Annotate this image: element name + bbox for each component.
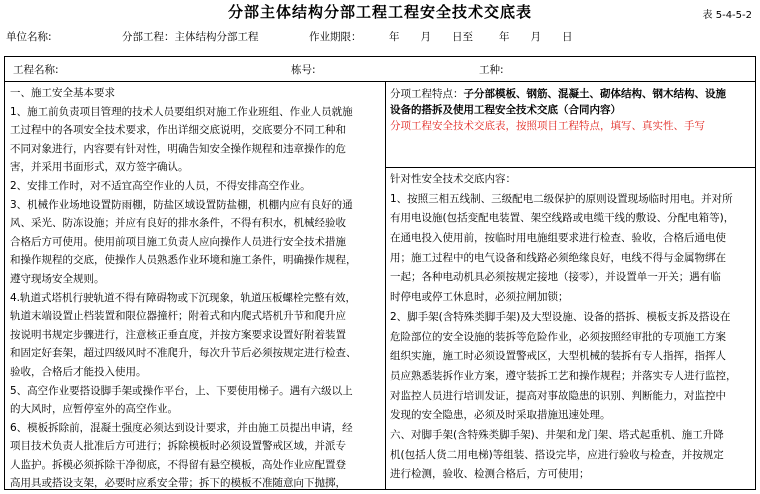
text-line: 针对性安全技术交底内容： [390, 173, 516, 185]
text-line: 危险部位的安全设施的装拆等危险作业，必须按照经审批的专项施工方案 [390, 330, 726, 343]
text-line: 对监控人员进行培训发证，提高对事故隐患的识别、判断能力，对监控中 [390, 389, 726, 402]
text-line: 有用电设施(包括变配电装置、架空线路或电缆干线的敷设、分配电箱等)， [390, 212, 735, 225]
text-line: 合格后方可使用。使用前项目施工负责人应向操作人员进行安全技术措施 [10, 235, 346, 248]
text-line: 和操作规程的交底，使操作人员熟悉作业环境和施工条件，明确操作规程， [10, 254, 357, 267]
features-line-2: 设备的搭拆及使用工程安全技术交底（合同内容） [390, 104, 621, 116]
text-line: 1、按照三相五线制、三级配电二级保护的原则设置现场临时用电。并对所 [390, 192, 733, 205]
project-features [390, 86, 726, 134]
period-label: 作业期限： [309, 31, 362, 43]
text-line: 工过程中的各项安全技术要求，作出详细交底说明，交底要分不同工种和 [10, 124, 346, 137]
text-line: 3、机械作业场地设置防雨棚，防盐区域设置防盐棚，机棚内应有良好的通 [10, 198, 353, 211]
text-line: 人监护。拆模必须拆除干净彻底，不得留有悬空模板，高处作业应配置登 [10, 458, 346, 471]
text-line: 4.轨道式塔机行驶轨道不得有障碍物或下沉现象，轨道压板螺栓完整有效， [10, 291, 357, 304]
text-line: 一起；各种电动机具必须按规定接地（接零），并设置单一开关；遇有临 [390, 271, 721, 284]
features-line-1: 子分部模板、钢筋、混凝土、砌体结构、钢木结构、设施 [463, 88, 726, 100]
text-line: 在通电投入使用前，按临时用电施组要求进行检查、验收，合格后通电使 [390, 232, 726, 245]
text-line: 2、安排工作时，对不适宜高空作业的人员，不得安排高空作业。 [10, 179, 311, 192]
text-line: 不同对象进行，内容要有针对性，明确告知安全操作规程和违章操作的危 [10, 142, 346, 155]
column-divider [385, 81, 386, 489]
text-line: 1、施工前负责项目管理的技术人员要组织对施工作业班组、作业人员就施 [10, 105, 353, 118]
document-title: 分部主体结构分部工程工程安全技术交底表 [227, 3, 532, 21]
row-divider [5, 81, 755, 82]
text-line: 六、对脚手架(含特殊类脚手架)、井架和龙门架、塔式起重机、施工升降 [390, 428, 724, 441]
unit-name-label: 单位名称: [6, 31, 52, 43]
text-line: 6、模板拆除前，混凝土强度必须达到设计要求，并由施工员提出申请，经 [10, 421, 353, 434]
text-line: 员应熟悉装拆作业方案，遵守装拆工艺和操作规程；并落实专人进行监控， [390, 369, 737, 382]
table-number: 表 5-4-5-2 [702, 10, 752, 21]
text-line: 发现的安全隐患，必须及时采取措施迅速处理。 [390, 409, 611, 422]
features-label: 分项工程特点： [390, 88, 464, 100]
right-row-divider [385, 167, 755, 168]
basic-requirements-text [10, 84, 357, 493]
sub-project-label: 分部工程：主体结构分部工程 [122, 31, 259, 43]
building-no-label: 栋号: [291, 64, 316, 76]
text-line: 害，并采用书面形式，双方签字确认。 [10, 161, 189, 174]
text-line: 和固定好套架，超过四级风时不准爬升，每次升节后必须按规定进行检查、 [10, 347, 357, 360]
targeted-content-text [390, 170, 737, 485]
disclosure-table [4, 56, 756, 490]
text-line: 进行检测，验收、检测合格后，方可使用； [390, 468, 590, 481]
text-line: 项目技术负责人批准后方可进行；拆除模板时必须设置警戒区域，并派专 [10, 440, 346, 453]
text-line: 用；施工过程中的电气设备和线路必须绝缘良好，电线不得与金属物绑在 [390, 251, 726, 264]
text-line: 一、施工安全基本要求 [10, 87, 115, 99]
text-line: 高用具或搭设支架，必要时应系安全带；拆下的模板不准随意向下抛掷， [10, 477, 346, 490]
header-row [4, 27, 756, 45]
period-from: 年 月 日至 [389, 31, 473, 43]
text-line: 5、高空作业要搭设脚手架或操作平台，上、下要使用梯子。遇有六级以上 [10, 384, 353, 397]
text-line: 机(包括人货二用电梯)等组装、搭设完毕，应进行验收与检查，并按规定 [390, 448, 724, 461]
text-line: 按说明书规定步骤进行，注意核正垂直度，并按方案要求设置好附着装置 [10, 328, 346, 341]
text-line: 时停电或停工休息时，必须拉闸加锁； [390, 291, 569, 304]
text-line: 轨道末端设置止档装置和限位器撞杆；附着式和内爬式塔机升节和爬升应 [10, 310, 346, 323]
text-line: 的大风时，应暂停室外的高空作业。 [10, 403, 178, 416]
project-name-label: 工程名称: [13, 64, 59, 76]
text-line: 遵守现场安全规则。 [10, 272, 105, 285]
text-line: 验收，合格后才能投入使用。 [10, 365, 147, 378]
text-line: 2、脚手架(含特殊类脚手架)及大型设施、设备的搭拆、模板支拆及搭设在 [390, 310, 731, 323]
red-instruction-note: 分项工程安全技术交底表，按照项目工程特点，填写、真实性、手写 [390, 120, 705, 132]
work-type-label: 工种: [479, 64, 504, 76]
period-to: 年 月 日 [499, 31, 573, 43]
text-line: 组织实施，施工时必须设置警戒区，大型机械的装拆有专人指挥，指挥人 [390, 350, 726, 363]
text-line: 风、采光、防冻设施；并应有良好的排水条件，不得有积水，机械经验收 [10, 217, 346, 230]
